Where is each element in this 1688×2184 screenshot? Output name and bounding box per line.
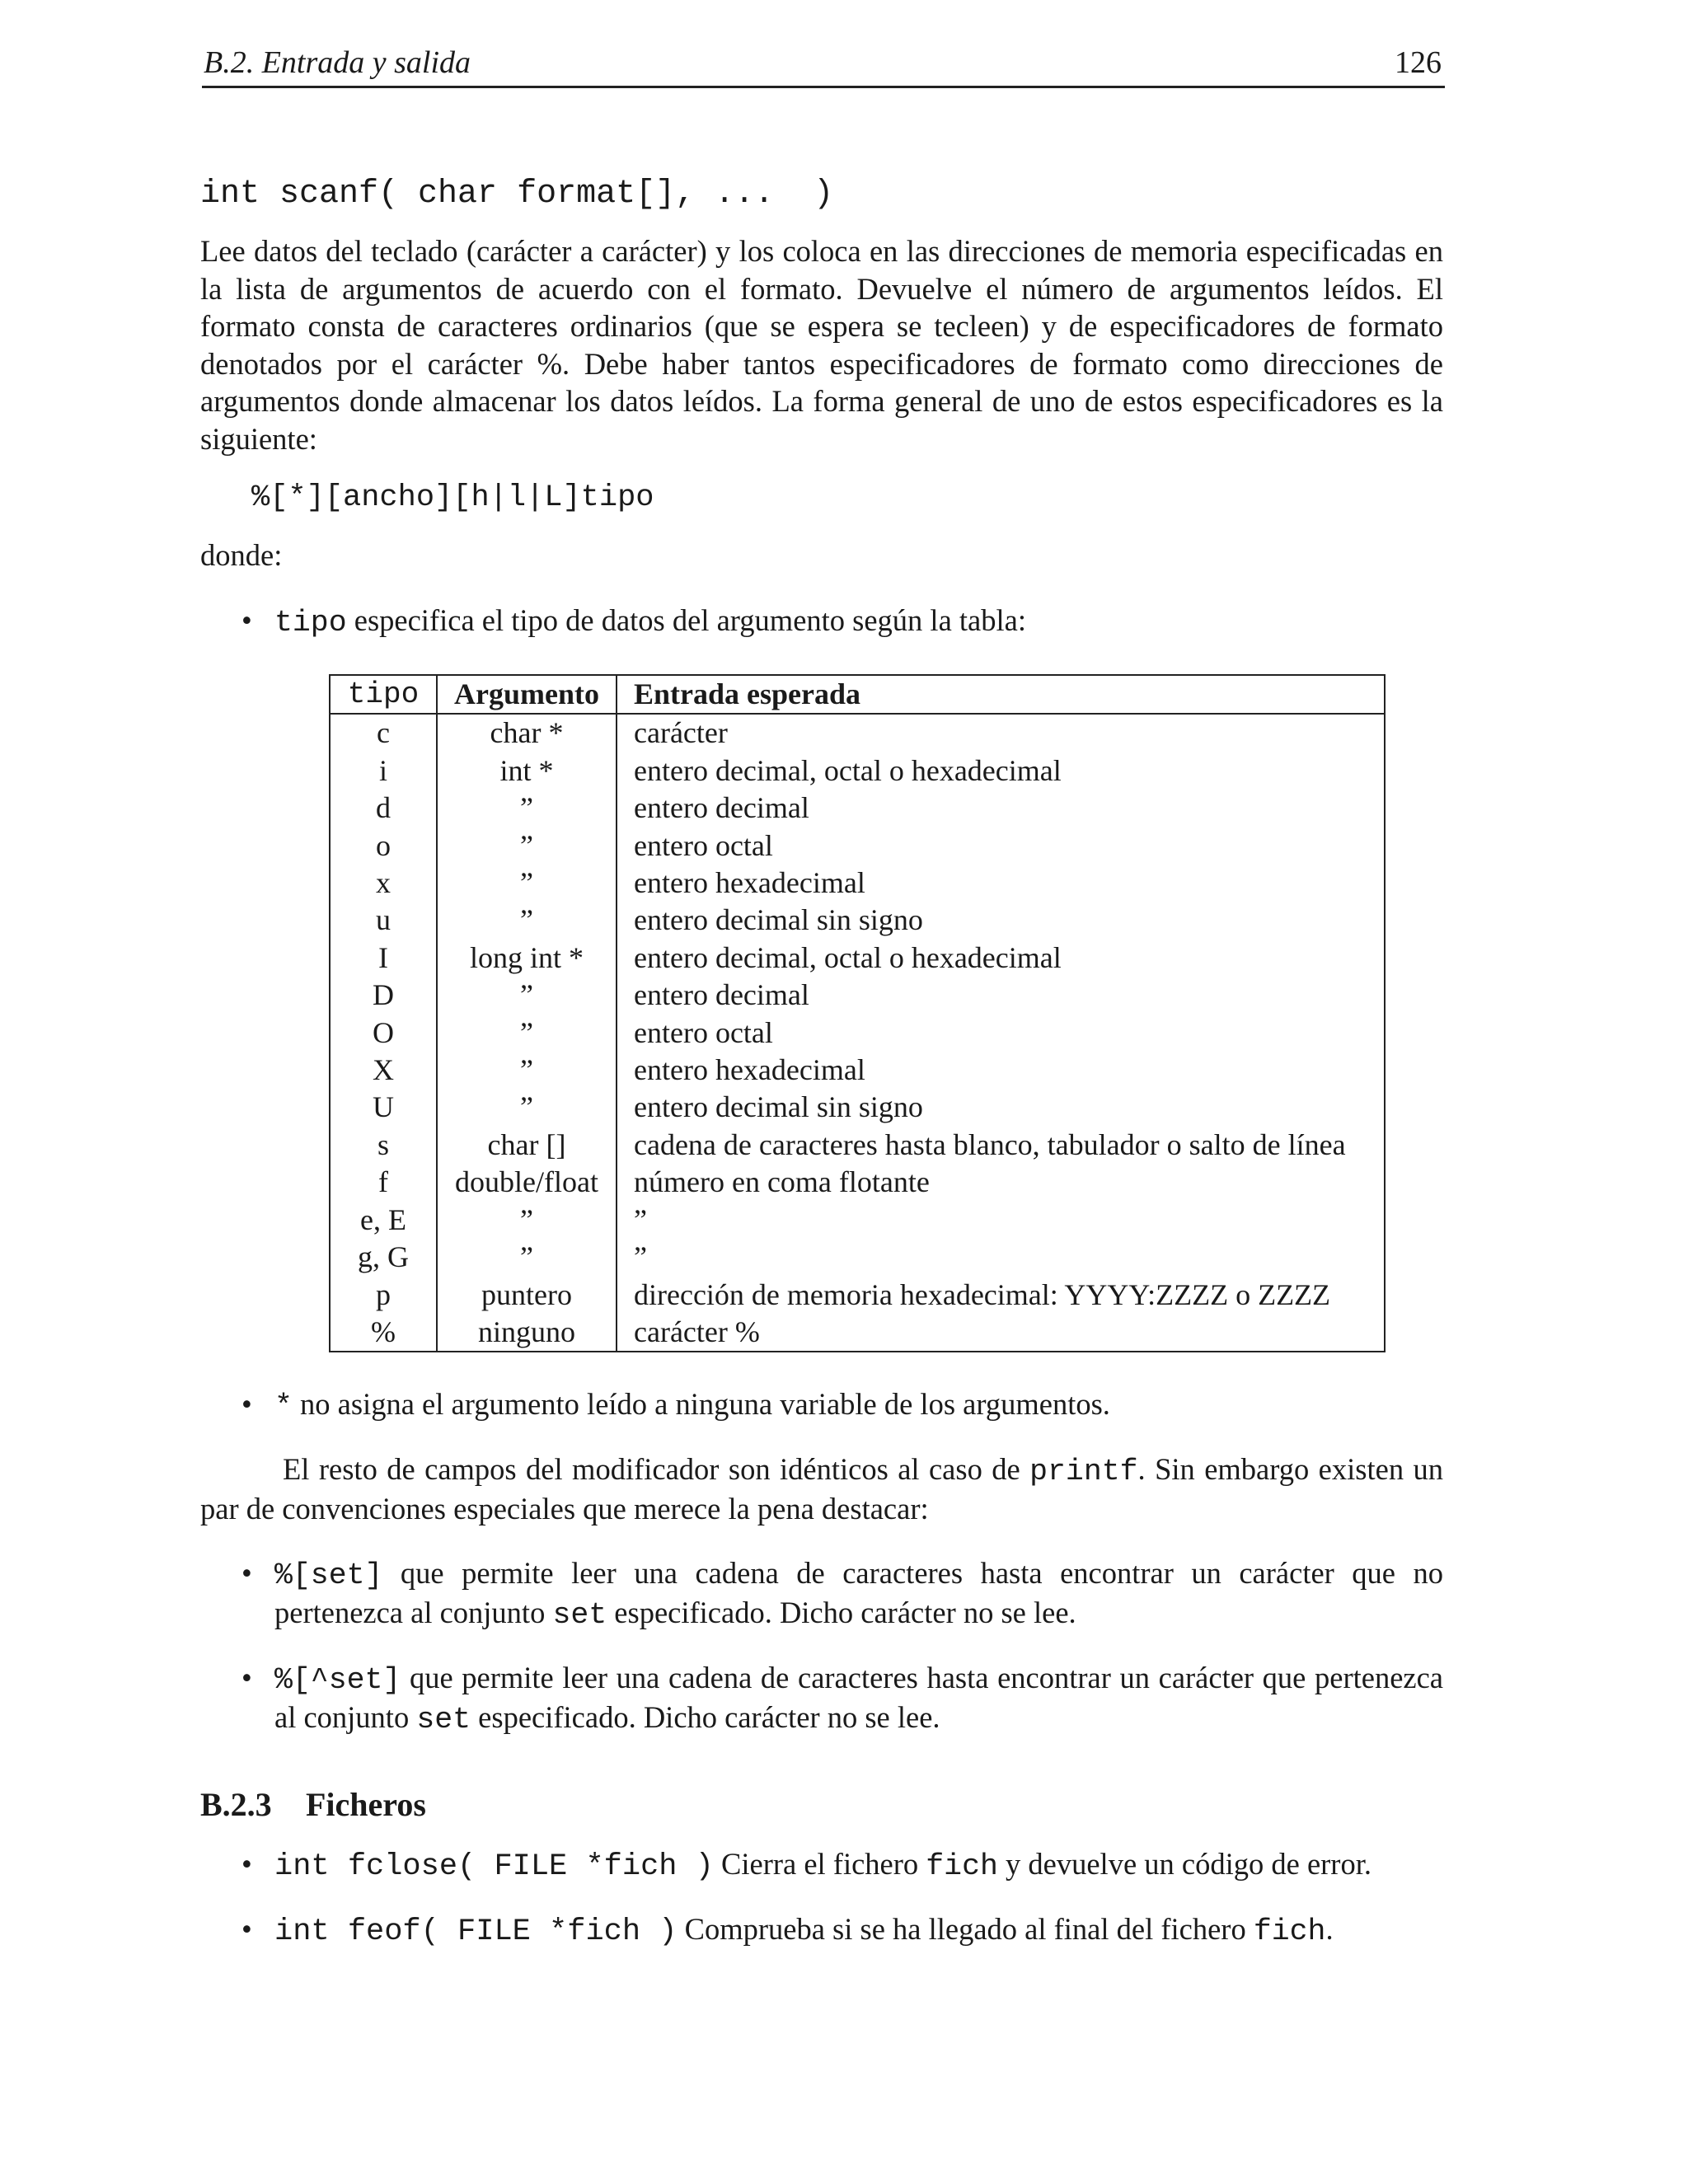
bullet-dot-icon: •: [241, 602, 252, 637]
star-code: *: [274, 1390, 293, 1424]
donde-label: donde:: [200, 538, 283, 572]
table-row: [330, 940, 1385, 977]
notset-text2: especificado. Dicho carácter no se lee.: [478, 1700, 940, 1735]
table-row: [330, 752, 1385, 790]
notset-code: %[^set]: [274, 1662, 401, 1697]
cell-argumento: double/float: [437, 1164, 617, 1201]
table-row: [330, 1052, 1385, 1089]
section-title: Ficheros: [306, 1785, 426, 1823]
cell-entrada: entero decimal sin signo: [634, 1090, 923, 1124]
resto-code: printf: [1029, 1454, 1138, 1488]
cell-entrada: cadena de caracteres hasta blanco, tabulador o salto de línea: [634, 1127, 1346, 1161]
star-bullet-list: [200, 1385, 1443, 1426]
resto-paragraph: [200, 1451, 1443, 1528]
bullet-notset: [200, 1659, 1443, 1739]
cell-tipo: %: [330, 1314, 437, 1352]
cell-entrada: entero decimal, octal o hexadecimal: [634, 753, 1062, 787]
table-row: [330, 865, 1385, 902]
cell-argumento: ”: [437, 1202, 617, 1239]
section-heading-ficheros: [200, 1785, 1443, 1824]
cell-tipo: c: [330, 714, 437, 752]
bullet-dot-icon: •: [241, 1846, 252, 1881]
cell-tipo: u: [330, 902, 437, 939]
page-number: 126: [1395, 45, 1442, 80]
feof-text1: Comprueba si se ha llegado al final del fichero: [684, 1912, 1246, 1947]
cell-tipo: x: [330, 865, 437, 902]
cell-entrada: entero decimal, octal o hexadecimal: [634, 940, 1062, 974]
cell-tipo: g, G: [330, 1239, 437, 1276]
tipo-code: tipo: [274, 605, 347, 640]
table-row: [330, 1239, 1385, 1276]
cell-argumento: ”: [437, 1015, 617, 1052]
cell-argumento: ”: [437, 1239, 617, 1276]
resto-after: . Sin embargo existen un par de convenciones especiales que merece la pena destacar:: [200, 1451, 1443, 1526]
cell-argumento: ”: [437, 865, 617, 902]
set-text2: especificado. Dicho carácter no se lee.: [614, 1596, 1076, 1630]
bullet-tipo: [200, 602, 1443, 642]
bullet-dot-icon: •: [241, 1555, 252, 1590]
notset-text1: que permite leer una cadena de caracteres hasta encontrar un carácter que pertenezca al conjunto: [274, 1660, 1444, 1735]
cell-entrada: entero octal: [634, 828, 773, 862]
feof-text2: .: [1325, 1912, 1334, 1947]
header-tipo: tipo: [330, 675, 437, 714]
cell-entrada: número en coma flotante: [634, 1165, 930, 1199]
cell-argumento: ”: [437, 827, 617, 865]
cell-entrada: dirección de memoria hexadecimal: YYYY:ZZZZ o ZZZZ: [634, 1277, 1331, 1311]
fclose-code: int fclose( FILE *fich ): [274, 1849, 714, 1884]
cell-entrada: carácter %: [634, 1315, 760, 1348]
table-row: [330, 827, 1385, 865]
set-code2: set: [552, 1598, 607, 1633]
cell-tipo: f: [330, 1164, 437, 1201]
feof-code2: fich: [1253, 1915, 1326, 1949]
cell-tipo: p: [330, 1277, 437, 1314]
star-text: no asigna el argumento leído a ninguna variable de los argumentos.: [300, 1387, 1110, 1422]
cell-tipo: d: [330, 790, 437, 827]
bullet-fclose: [200, 1845, 1443, 1886]
table-row: [330, 790, 1385, 827]
bullet-dot-icon: •: [241, 1387, 252, 1422]
bullet-set: [200, 1554, 1443, 1634]
cell-argumento: puntero: [437, 1277, 617, 1314]
header-section-title: B.2. Entrada y salida: [204, 45, 471, 80]
table-row: [330, 1277, 1385, 1314]
set-code: %[set]: [274, 1558, 383, 1592]
table-row: [330, 1089, 1385, 1126]
bullet-dot-icon: •: [241, 1912, 252, 1947]
tipo-table: [329, 674, 1386, 1352]
cell-tipo: i: [330, 752, 437, 790]
cell-entrada: entero decimal: [634, 791, 809, 825]
running-header: [202, 43, 1445, 88]
tipo-text: especifica el tipo de datos del argumento según la tabla:: [354, 602, 1026, 637]
feof-code: int feof( FILE *fich ): [274, 1915, 678, 1950]
cell-argumento: ninguno: [437, 1314, 617, 1352]
ficheros-bullet-list: [200, 1845, 1443, 1952]
set-bullet-list: [200, 1554, 1443, 1739]
cell-tipo: o: [330, 827, 437, 865]
cell-entrada: entero hexadecimal: [634, 866, 865, 900]
cell-entrada: entero decimal sin signo: [634, 903, 923, 937]
cell-argumento: char []: [437, 1127, 617, 1164]
cell-entrada: entero octal: [634, 1015, 773, 1049]
table-row: [330, 1314, 1385, 1352]
section-number: B.2.3: [200, 1785, 272, 1823]
cell-argumento: ”: [437, 1089, 617, 1126]
fclose-text2: y devuelve un código de error.: [1006, 1846, 1372, 1881]
tipo-bullet-list: [200, 602, 1443, 642]
bullet-star: [200, 1385, 1443, 1426]
cell-tipo: O: [330, 1015, 437, 1052]
scanf-signature: int scanf( char format[], ... ): [200, 176, 834, 213]
format-specifier: %[*][ancho][h|l|L]tipo: [251, 480, 654, 515]
fclose-text1: Cierra el fichero: [721, 1846, 919, 1881]
cell-argumento: ”: [437, 1052, 617, 1089]
cell-tipo: s: [330, 1127, 437, 1164]
table-header-row: [330, 675, 1385, 714]
table-row: [330, 977, 1385, 1014]
scanf-description: Lee datos del teclado (carácter a carácter) y los coloca en las direcciones de memoria especificadas en la lista de argumentos de acuerdo con el formato. Devuelve el número de argumentos leídos. El formato consta de caracteres ordinarios (que se espera se tecleen) y de especificadores de formato denotados por el carácter %. Debe haber tantos especificadores de formato como direcciones de argumentos donde almacenar los datos leídos. La forma general de uno de estos especificadores es la siguiente:: [200, 234, 1443, 456]
cell-tipo: D: [330, 977, 437, 1014]
resto-before: El resto de campos del modificador son idénticos al caso de: [283, 1451, 1030, 1486]
cell-entrada: entero hexadecimal: [634, 1053, 865, 1087]
cell-argumento: ”: [437, 977, 617, 1014]
cell-entrada: entero decimal: [634, 978, 809, 1012]
cell-tipo: I: [330, 940, 437, 977]
cell-argumento: int *: [437, 752, 617, 790]
bullet-feof: [200, 1910, 1443, 1952]
bullet-dot-icon: •: [241, 1660, 252, 1694]
table-row: [330, 902, 1385, 939]
notset-code2: set: [416, 1703, 471, 1737]
cell-tipo: U: [330, 1089, 437, 1126]
header-entrada: Entrada esperada: [617, 675, 1385, 714]
cell-argumento: long int *: [437, 940, 617, 977]
fclose-code2: fich: [926, 1849, 998, 1883]
table-row: [330, 1202, 1385, 1239]
page-content: [200, 173, 1443, 1952]
header-argumento: Argumento: [437, 675, 617, 714]
cell-argumento: ”: [437, 790, 617, 827]
table-row: [330, 1127, 1385, 1164]
table-row: [330, 1164, 1385, 1201]
cell-argumento: char *: [437, 714, 617, 752]
table-row: [330, 1015, 1385, 1052]
cell-argumento: ”: [437, 902, 617, 939]
cell-entrada: ”: [634, 1202, 647, 1236]
cell-tipo: e, E: [330, 1202, 437, 1239]
cell-entrada: ”: [634, 1240, 647, 1274]
table-row: [330, 714, 1385, 752]
set-text1: que permite leer una cadena de caracteres hasta encontrar un carácter que no pertenezca al conjunto: [274, 1555, 1444, 1630]
cell-entrada: carácter: [634, 716, 728, 750]
cell-tipo: X: [330, 1052, 437, 1089]
